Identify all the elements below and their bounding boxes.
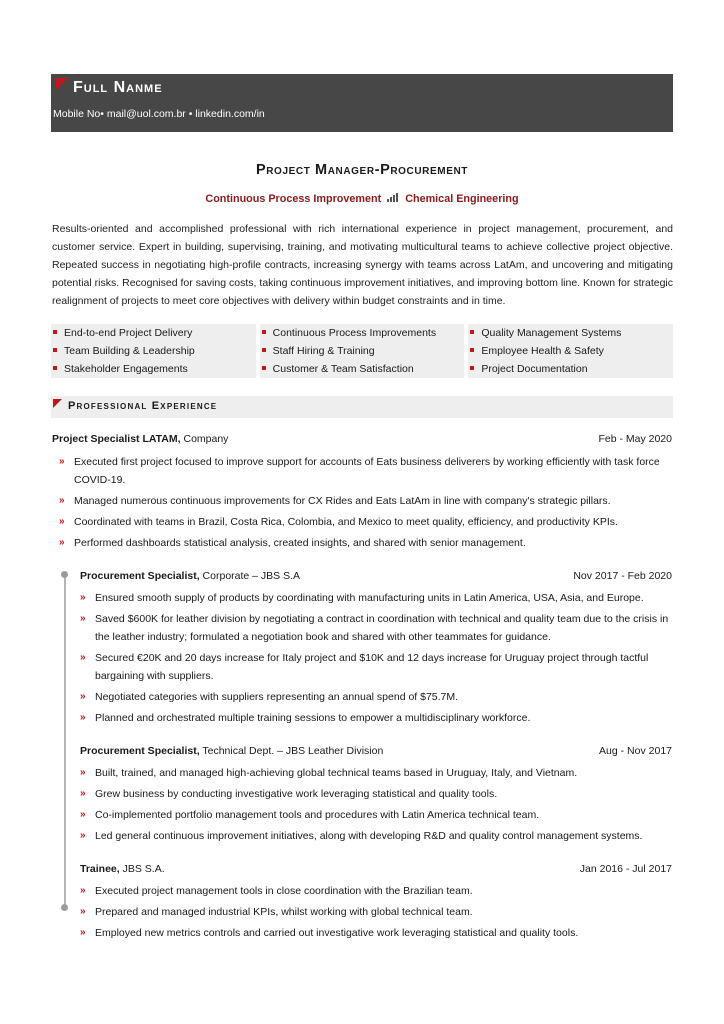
chevron-bullet-icon: » [80,592,86,603]
job-role: Trainee, [80,863,120,875]
chevron-bullet-icon: » [80,885,86,896]
red-corner-icon [56,78,68,90]
skill-item: End-to-end Project Delivery [53,324,256,342]
job-bullets [80,589,673,727]
square-bullet-icon [262,330,266,334]
job-header [80,745,383,757]
subtitle-left: Continuous Process Improvement [205,193,382,205]
professional-summary: Results-oriented and accomplished professional with rich international experience in project management, procurement, and customer service. Expert in building, supervising, training, and motivating multicultural teams to achieve collective project objective. Repeated success in negotiating high-profile contracts, increasing synergy with teams across LatAm, and uncovering and mitigating potential risks. Recognised for saving costs, taking continuous improvement initiatives, and improving bottom line. Known for strategic realignment of projects to meet core objectives with delivery within budget constraints and in time. [52,223,673,307]
skill-item: Employee Health & Safety [470,342,673,360]
skill-item: Project Documentation [470,360,673,378]
job-role: Procurement Specialist, [80,570,200,582]
job-role: Procurement Specialist, [80,745,200,757]
candidate-name: Full Nanme [73,79,163,96]
job-date: Aug - Nov 2017 [599,745,672,757]
job-org: JBS S.A. [119,863,165,875]
square-bullet-icon [470,330,474,334]
chevron-bullet-icon: » [59,516,65,527]
bullet-item: » Grew business by conducting investigative work leveraging statistical and quality tools. [80,785,673,803]
job-date: Jan 2016 - Jul 2017 [579,863,672,875]
skill-item: Staff Hiring & Training [262,342,465,360]
chevron-bullet-icon: » [80,652,86,663]
subtitle-right: Chemical Engineering [405,193,519,205]
timeline-dot-icon [61,904,68,911]
bullet-item: » Co-implemented portfolio management tools and procedures with Latin America technical team. [80,806,673,824]
job-header [80,863,165,875]
bullet-item: » Executed first project focused to improve support for accounts of Eats business deliverers by working efficiently with task force COVID-19. [59,453,673,489]
chevron-bullet-icon: » [80,788,86,799]
skill-item: Quality Management Systems [470,324,673,342]
resume-subtitle [0,193,724,205]
bullet-item: » Prepared and managed industrial KPIs, whilst working with global technical team. [80,903,673,921]
bullet-item: » Built, trained, and managed high-achieving global technical teams based in Uruguay, Italy, and Vietnam. [80,764,673,782]
job-org: Technical Dept. – JBS Leather Division [199,745,384,757]
skill-item: Customer & Team Satisfaction [262,360,465,378]
signal-bars-icon [387,193,399,205]
skills-column [51,324,256,378]
header-band [51,74,673,132]
square-bullet-icon [53,330,57,334]
timeline-line [64,574,66,908]
contact-line: Mobile No• mail@uol.com.br • linkedin.com/in [53,108,265,120]
chevron-bullet-icon: » [80,906,86,917]
chevron-bullet-icon: » [80,809,86,820]
job-org: Company [180,433,229,445]
bullet-item: » Secured €20K and 20 days increase for Italy project and $10K and 12 days increase for Uruguay project through tactful bargaining with suppliers. [80,649,673,685]
timeline-dot-icon [61,571,68,578]
bullet-item: » Coordinated with teams in Brazil, Costa Rica, Colombia, and Mexico to meet quality, efficiency, and productivity KPIs. [59,513,673,531]
chevron-bullet-icon: » [80,767,86,778]
square-bullet-icon [262,348,266,352]
bullet-item: » Negotiated categories with suppliers representing an annual spend of $75.7M. [80,688,673,706]
bullet-item: » Executed project management tools in close coordination with the Brazilian team. [80,882,673,900]
bullet-item: » Performed dashboards statistical analysis, created insights, and shared with senior management. [59,534,673,552]
skills-column [260,324,465,378]
job-date: Feb - May 2020 [598,433,672,445]
square-bullet-icon [470,348,474,352]
job-bullets [80,764,673,845]
square-bullet-icon [53,366,57,370]
chevron-bullet-icon: » [80,927,86,938]
job-org: Corporate – JBS S.A [199,570,301,582]
job-header [52,433,228,445]
red-corner-icon [53,399,62,408]
job-role: Project Specialist LATAM, [52,433,181,445]
chevron-bullet-icon: » [59,456,65,467]
skill-item: Stakeholder Engagements [53,360,256,378]
skill-item: Continuous Process Improvements [262,324,465,342]
job-header [80,570,300,582]
bullet-item: » Saved $600K for leather division by negotiating a contract in coordination with technical and quality team due to the crisis in the leather industry; formulated a negotiation book and shared with other teammates for guidance. [80,610,673,646]
bullet-item: » Employed new metrics controls and carried out investigative work leveraging statistical and quality tools. [80,924,673,942]
job-bullets [59,453,673,552]
chevron-bullet-icon: » [59,537,65,548]
bullet-item: » Ensured smooth supply of products by coordinating with manufacturing units in Latin America, USA, Asia, and Europe. [80,589,673,607]
chevron-bullet-icon: » [80,712,86,723]
square-bullet-icon [470,366,474,370]
section-label: Professional Experience [68,400,218,412]
resume-title: Project Manager-Procurement [255,162,469,178]
bullet-item: » Led general continuous improvement initiatives, along with developing R&D and quality control management systems. [80,827,673,845]
bullet-item: » Managed numerous continuous improvements for CX Rides and Eats LatAm in line with company's strategic pillars. [59,492,673,510]
square-bullet-icon [262,366,266,370]
experience-section-heading [51,396,673,418]
bullet-item: » Planned and orchestrated multiple training sessions to empower a multidisciplinary workforce. [80,709,673,727]
skill-item: Team Building & Leadership [53,342,256,360]
job-bullets [80,882,673,942]
chevron-bullet-icon: » [80,830,86,841]
skills-grid [51,324,673,378]
job-date: Nov 2017 - Feb 2020 [573,570,672,582]
chevron-bullet-icon: » [59,495,65,506]
chevron-bullet-icon: » [80,691,86,702]
skills-column [468,324,673,378]
chevron-bullet-icon: » [80,613,86,624]
square-bullet-icon [53,348,57,352]
